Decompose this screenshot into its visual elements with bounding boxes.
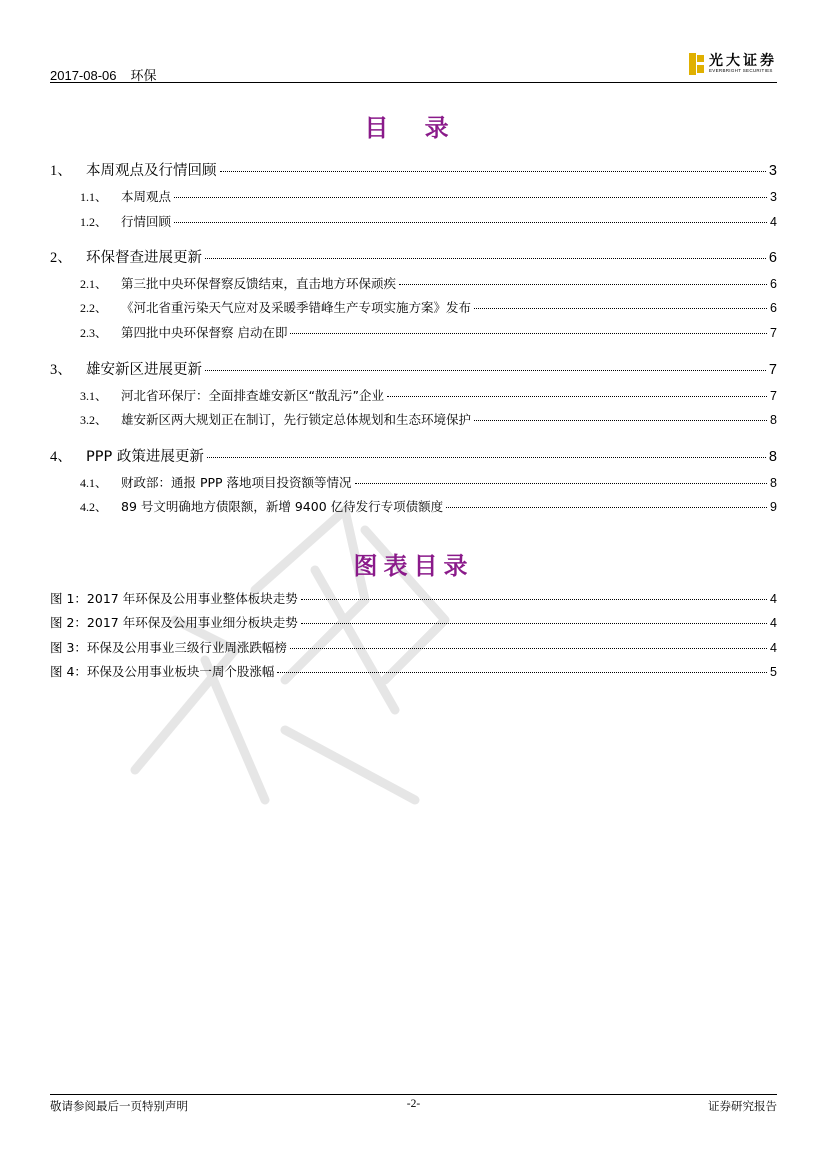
toc-entry[interactable] [50, 410, 777, 428]
report-topic: 环保 [130, 68, 157, 83]
toc-entry-label: PPP 政策进展更新 [86, 449, 204, 465]
logo-name-en: EVERBRIGHT SECURITIES [709, 68, 773, 74]
dot-leader [399, 284, 767, 285]
toc-entry-page: 7 [770, 326, 777, 340]
toc-entry-number: 3.1、 [80, 389, 108, 403]
dot-leader [474, 420, 767, 421]
toc-entry-label: 第四批中央环保督察 启动在即 [121, 325, 288, 340]
figure-entry-page: 4 [770, 616, 777, 630]
toc-entry-number: 1.1、 [80, 190, 108, 204]
toc-entry-page: 8 [770, 476, 777, 490]
footer-divider [50, 1094, 777, 1095]
toc-entry-label: 89 号文明确地方债限额，新增 9400 亿待发行专项债额度 [121, 499, 444, 514]
dot-leader [301, 599, 767, 600]
report-date: 2017-08-06 [50, 68, 117, 83]
footer-disclaimer: 敬请参阅最后一页特别声明 [50, 1099, 188, 1113]
toc-entry-page: 8 [770, 413, 777, 427]
toc-entry[interactable] [50, 246, 777, 267]
toc-entry-page: 4 [770, 215, 777, 229]
figure-entry-page: 4 [770, 592, 777, 606]
toc-entry-number: 1.2、 [80, 215, 108, 229]
toc-entry[interactable] [50, 187, 777, 205]
toc-entry-label: 财政部：通报 PPP 落地项目投资额等情况 [121, 475, 352, 490]
dot-leader [290, 333, 767, 334]
toc-entry-page: 6 [768, 250, 777, 266]
footer-doc-type: 证券研究报告 [708, 1099, 777, 1113]
toc-entry-label: 第三批中央环保督察反馈结束，直击地方环保顽疾 [121, 276, 397, 291]
toc-entry-number: 2、 [50, 250, 72, 266]
toc-entry-number: 1、 [50, 163, 72, 179]
toc-entry-label: 雄安新区进展更新 [86, 362, 202, 378]
toc-entry[interactable] [50, 323, 777, 341]
company-logo [689, 52, 777, 76]
footer-page-number: -2- [406, 1098, 421, 1110]
toc-entry-number: 2.3、 [80, 326, 108, 340]
figure-entry-label: 图 1：2017 年环保及公用事业整体板块走势 [50, 591, 298, 606]
toc-entry-label: 环保督查进展更新 [86, 250, 202, 266]
toc-entry-number: 2.2、 [80, 301, 108, 315]
toc-entry-page: 6 [770, 301, 777, 315]
page-header [50, 53, 777, 84]
figure-entry-label: 图 3：环保及公用事业三级行业周涨跌幅榜 [50, 640, 287, 655]
toc-entry-page: 3 [770, 190, 777, 204]
toc-title: 目 录 [364, 113, 463, 142]
dot-leader [207, 457, 766, 458]
toc-entry-page: 3 [768, 163, 777, 179]
toc-entry-number: 4.2、 [80, 500, 108, 514]
toc-entry[interactable] [50, 386, 777, 404]
toc-entry-number: 3.2、 [80, 413, 108, 427]
dot-leader [205, 370, 766, 371]
toc-entry-label: 本周观点及行情回顾 [86, 163, 217, 179]
dot-leader [301, 623, 767, 624]
toc-entry-number: 4.1、 [80, 476, 108, 490]
figure-entry-page: 4 [770, 641, 777, 655]
toc-entry-page: 9 [770, 500, 777, 514]
figure-entry-label: 图 2：2017 年环保及公用事业细分板块走势 [50, 615, 298, 630]
dot-leader [387, 396, 767, 397]
dot-leader [355, 483, 767, 484]
toc-entry[interactable] [50, 212, 777, 230]
toc-entry-page: 8 [768, 449, 777, 465]
dot-leader [174, 222, 767, 223]
toc-entry-number: 4、 [50, 449, 72, 465]
toc-entry-page: 7 [768, 362, 777, 378]
figure-entry[interactable] [50, 638, 777, 656]
logo-name-cn: 光大证券 [709, 53, 777, 70]
dot-leader [220, 171, 766, 172]
toc-entry-label: 行情回顾 [121, 214, 172, 229]
dot-leader [446, 507, 767, 508]
toc-entry[interactable] [50, 298, 777, 316]
toc-entry[interactable] [50, 497, 777, 515]
figure-entry[interactable] [50, 613, 777, 631]
toc-entry[interactable] [50, 159, 777, 180]
figure-entry-label: 图 4：环保及公用事业板块一周个股涨幅 [50, 664, 275, 679]
toc-entry-label: 河北省环保厅：全面排查雄安新区“散乱污”企业 [121, 388, 384, 403]
toc-entry-label: 雄安新区两大规划正在制订，先行锁定总体规划和生态环境保护 [121, 412, 472, 427]
toc-entry-label: 《河北省重污染天气应对及采暖季错峰生产专项实施方案》发布 [121, 300, 472, 315]
figure-list-title: 图表目录 [353, 551, 474, 580]
toc-entry-page: 7 [770, 389, 777, 403]
toc-entry-page: 6 [770, 277, 777, 291]
toc-entry[interactable] [50, 445, 777, 466]
logo-mark-icon [689, 53, 705, 75]
toc-entry-label: 本周观点 [121, 189, 172, 204]
dot-leader [205, 258, 766, 259]
figure-entry[interactable] [50, 589, 777, 607]
dot-leader [474, 308, 767, 309]
toc-entry[interactable] [50, 274, 777, 292]
figure-entry-page: 5 [770, 665, 777, 679]
dot-leader [290, 648, 767, 649]
toc-entry[interactable] [50, 473, 777, 491]
toc-entry-number: 3、 [50, 362, 72, 378]
toc-entry-number: 2.1、 [80, 277, 108, 291]
toc-entry[interactable] [50, 358, 777, 379]
dot-leader [174, 197, 767, 198]
figure-entry[interactable] [50, 662, 777, 680]
dot-leader [277, 672, 767, 673]
header-divider [50, 82, 777, 83]
